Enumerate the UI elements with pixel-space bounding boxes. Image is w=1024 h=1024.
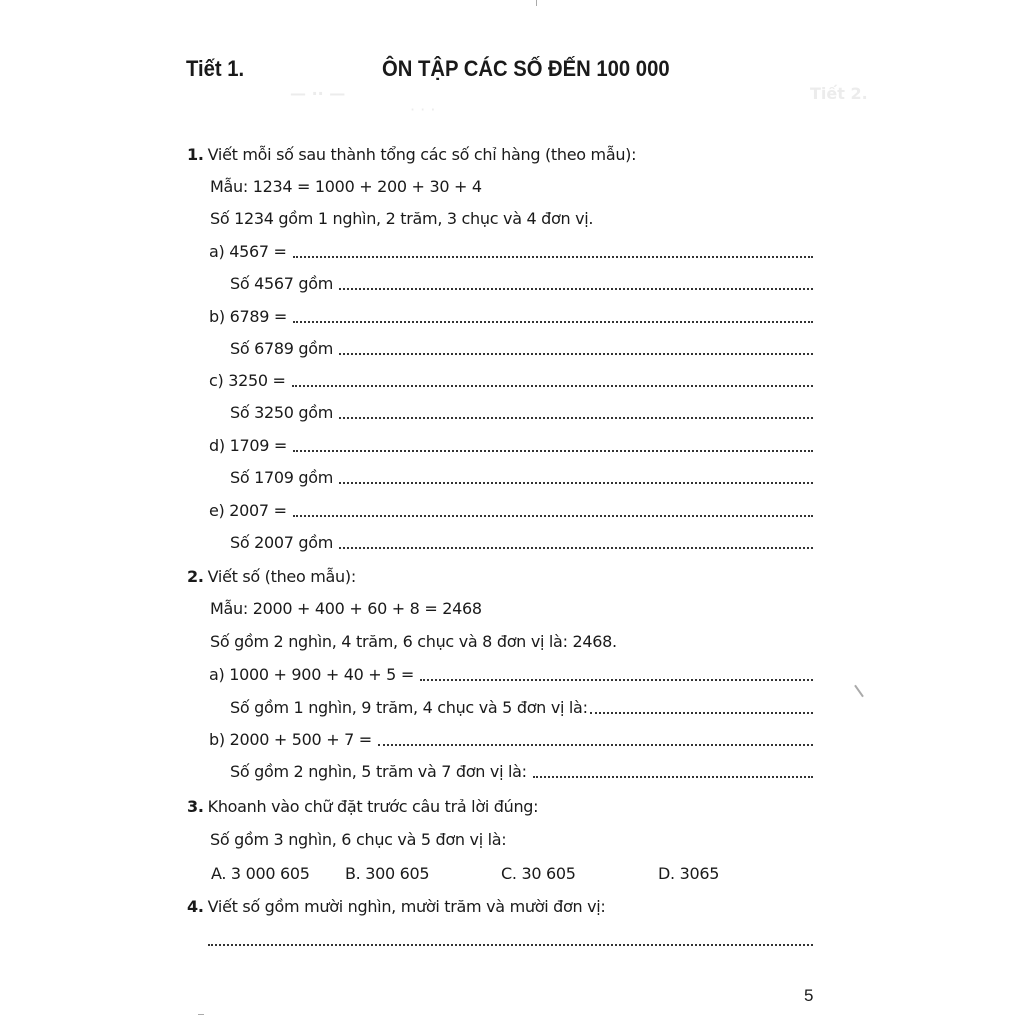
exercise-1-example-explanation [210,207,710,231]
exercise-1-item-a-expression[interactable] [209,240,813,264]
item-label: Số 1709 gồm [230,468,334,487]
lesson-header [186,56,746,88]
item-label: a) 1000 + 900 + 40 + 5 = [209,665,414,684]
example-text: Mẫu: 2000 + 400 + 60 + 8 = 2468 [210,599,482,618]
choice-c[interactable]: C. 30 605 [501,864,576,883]
answer-blank[interactable] [339,353,813,355]
scan-mark [536,0,537,6]
show-through-text: · · · [410,100,436,119]
exercise-1-item-c-expression[interactable] [209,369,813,393]
item-label: b) 2000 + 500 + 7 = [209,730,372,749]
example-text: Số gồm 2 nghìn, 4 trăm, 6 chục và 8 đơn vị là: 2468. [210,632,617,651]
show-through-text: — ·· — [290,84,346,103]
instruction-text: Viết số (theo mẫu): [207,567,356,586]
example-text: Số 1234 gồm 1 nghìn, 2 trăm, 3 chục và 4 đơn vị. [210,209,594,228]
question-text: Số gồm 3 nghìn, 6 chục và 5 đơn vị là: [210,830,507,849]
answer-blank[interactable] [339,288,813,290]
show-through-text: Tiết 2. [810,84,868,103]
answer-blank[interactable] [293,256,813,258]
exercise-3-question [210,828,710,852]
exercise-2-item-b-description[interactable] [230,760,813,784]
exercise-number: 2. [187,567,204,586]
exercise-2-item-a-description[interactable] [230,696,813,720]
exercise-1-item-d-expression[interactable] [209,434,813,458]
exercise-number: 4. [187,897,204,916]
choice-b[interactable]: B. 300 605 [345,864,430,883]
exercise-2-example-explanation [210,630,710,654]
answer-blank[interactable] [339,547,813,549]
answer-blank[interactable] [208,944,813,946]
page-number: 5 [804,986,814,1005]
answer-blank[interactable] [339,482,813,484]
answer-blank[interactable] [420,679,813,681]
item-label: Số 3250 gồm [230,403,334,422]
exercise-1-item-e-description[interactable] [230,531,813,555]
exercise-2-item-a-expression[interactable] [209,663,813,687]
exercise-2-item-b-expression[interactable] [209,728,813,752]
lesson-title: ÔN TẬP CÁC SỐ ĐẾN 100 000 [382,56,670,81]
answer-blank[interactable] [590,712,813,714]
answer-blank[interactable] [378,744,813,746]
instruction-text: Viết mỗi số sau thành tổng các số chỉ hàng (theo mẫu): [207,145,637,164]
item-label: b) 6789 = [209,307,287,326]
exercise-number: 3. [187,797,204,816]
scan-mark [854,685,864,698]
answer-blank[interactable] [339,417,813,419]
exercise-1-instruction [187,143,707,167]
answer-blank[interactable] [293,515,813,517]
choice-a[interactable]: A. 3 000 605 [211,864,310,883]
exercise-1-item-a-description[interactable] [230,272,813,296]
item-label: Số 4567 gồm [230,274,334,293]
exercise-2-instruction [187,565,707,589]
item-label: e) 2007 = [209,501,287,520]
exercise-1-item-b-expression[interactable] [209,305,813,329]
exercise-2-example [210,597,710,621]
choice-d[interactable]: D. 3065 [658,864,720,883]
exercise-1-item-b-description[interactable] [230,337,813,361]
exercise-1-item-c-description[interactable] [230,401,813,425]
item-label: Số 6789 gồm [230,339,334,358]
item-label: c) 3250 = [209,371,286,390]
instruction-text: Viết số gồm mười nghìn, mười trăm và mười đơn vị: [207,897,606,916]
exercise-1-item-e-expression[interactable] [209,499,813,523]
item-label: d) 1709 = [209,436,287,455]
answer-blank[interactable] [292,385,813,387]
exercise-3-choices [211,862,731,886]
instruction-text: Khoanh vào chữ đặt trước câu trả lời đúng: [207,797,539,816]
exercise-1-item-d-description[interactable] [230,466,813,490]
exercise-4-instruction [187,895,747,919]
item-label: a) 4567 = [209,242,287,261]
item-label: Số 2007 gồm [230,533,334,552]
answer-blank[interactable] [533,776,813,778]
scan-mark [198,1014,204,1015]
lesson-label: Tiết 1. [186,56,245,81]
exercise-1-example [210,175,710,199]
exercise-4-answer-line[interactable] [208,928,813,952]
item-label: Số gồm 1 nghìn, 9 trăm, 4 chục và 5 đơn vị là: [230,698,588,717]
exercise-number: 1. [187,145,204,164]
item-label: Số gồm 2 nghìn, 5 trăm và 7 đơn vị là: [230,762,527,781]
exercise-3-instruction [187,795,707,819]
answer-blank[interactable] [293,321,813,323]
example-text: Mẫu: 1234 = 1000 + 200 + 30 + 4 [210,177,482,196]
answer-blank[interactable] [293,450,813,452]
